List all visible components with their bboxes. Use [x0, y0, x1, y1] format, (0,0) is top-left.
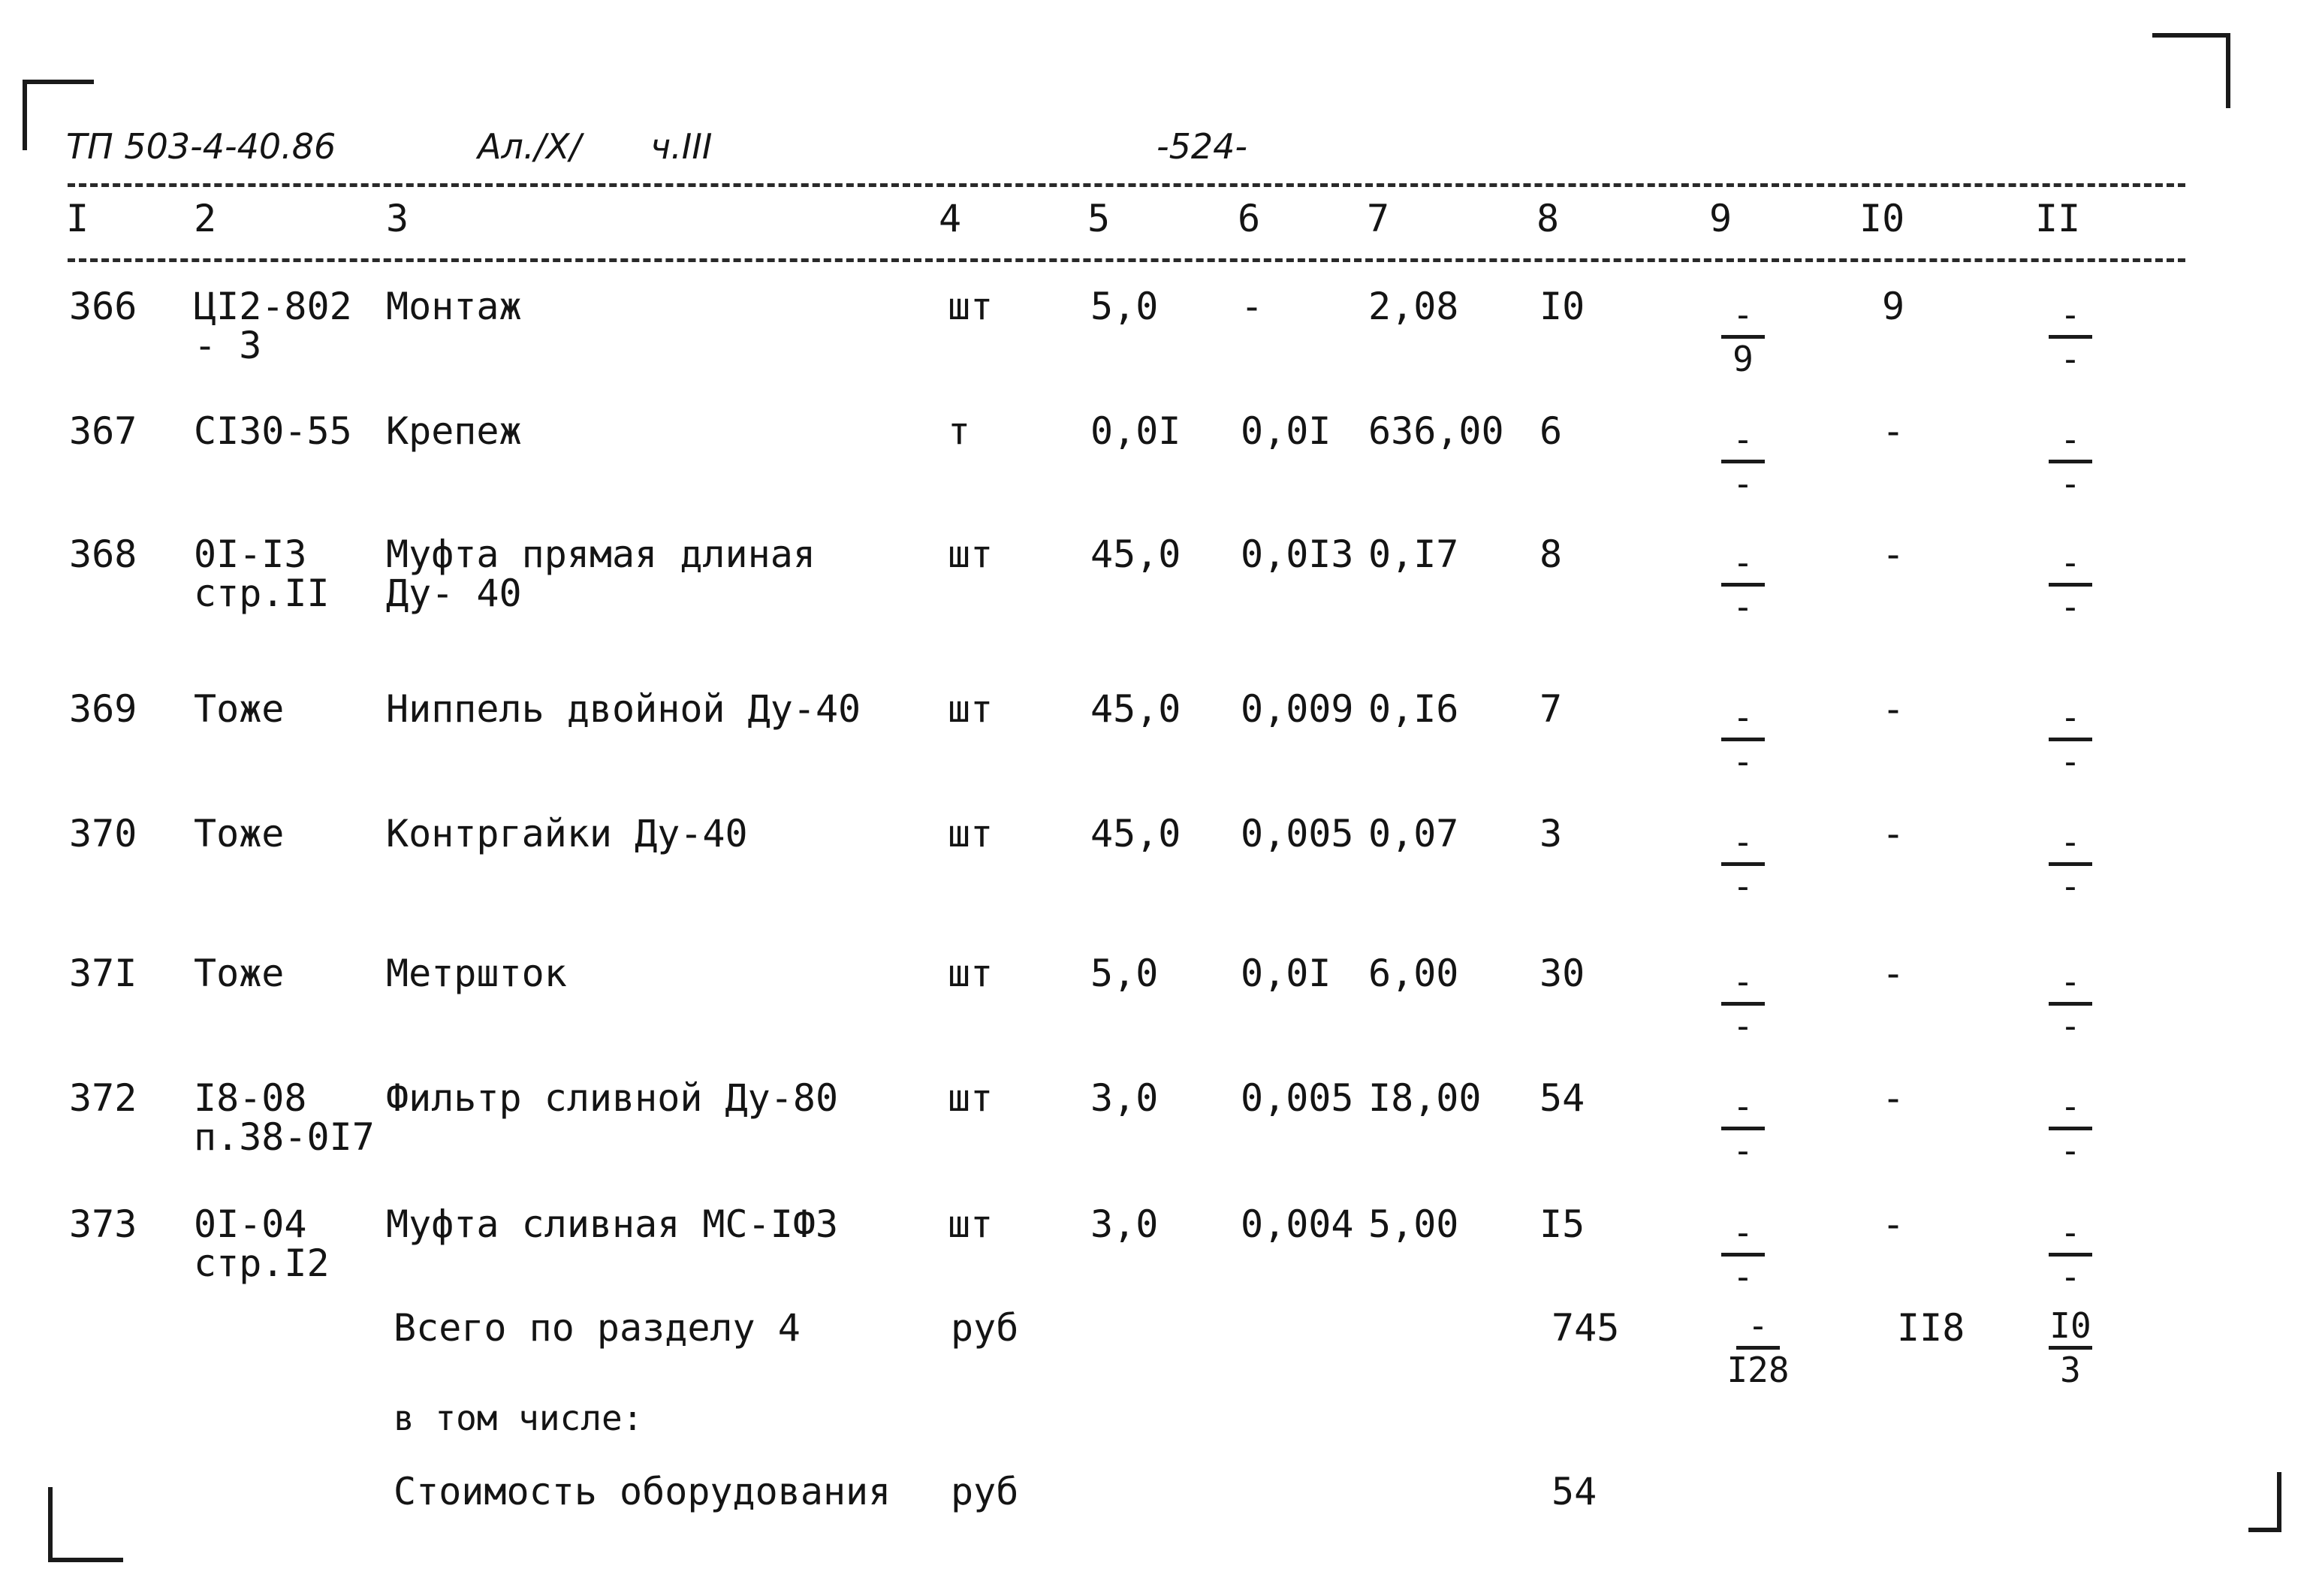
row-col5: 5,0 [1090, 952, 1159, 995]
total-unit: руб [951, 1306, 1019, 1350]
row-col8: I0 [1540, 285, 1585, 328]
total-col9-top: - [1748, 1305, 1769, 1346]
total-col10: II8 [1897, 1306, 1965, 1350]
total-cost: 745 [1552, 1306, 1620, 1350]
column-header: 7 [1367, 197, 1390, 240]
row-code: 0I-04 стр.I2 [194, 1202, 330, 1285]
row-name: Крепеж [386, 409, 522, 453]
row-name: Ниппель двойной Ду-40 [386, 687, 861, 731]
row-col5: 3,0 [1090, 1202, 1159, 1246]
row-number: 368 [69, 533, 137, 576]
row-col6: 0,0I [1241, 952, 1331, 995]
fraction-bottom: - [2060, 1257, 2081, 1297]
equipment-label: Стоимость оборудования [394, 1470, 891, 1513]
total-col11-fraction [2037, 1307, 2104, 1389]
row-col11-fraction [2037, 1088, 2104, 1169]
row-name: Муфта сливная МС-IФ3 [386, 1202, 839, 1246]
fraction-top: - [1733, 1212, 1754, 1253]
row-col11-fraction [2037, 1214, 2104, 1296]
corner-mark-bottom-right [2248, 1528, 2281, 1532]
row-number: 370 [69, 812, 137, 855]
row-col10: - [1882, 533, 1905, 576]
fraction-bottom: - [1733, 1130, 1754, 1171]
total-col9-bottom: I28 [1726, 1350, 1790, 1390]
row-col9-fraction [1709, 1214, 1777, 1296]
row-col10: - [1882, 1076, 1905, 1120]
column-header: I0 [1859, 197, 1905, 240]
row-col7: 0,I6 [1368, 687, 1459, 731]
total-col9-fraction [1724, 1307, 1792, 1389]
column-header: 4 [939, 197, 962, 240]
row-col10: - [1882, 952, 1905, 995]
fraction-bottom: - [2060, 1130, 2081, 1171]
corner-mark-top-left [23, 80, 94, 84]
equipment-cost: 54 [1552, 1470, 1597, 1513]
row-name: Муфта прямая длиная Ду- 40 [386, 533, 816, 615]
row-col11-fraction [2037, 823, 2104, 905]
row-code: Тоже [194, 687, 285, 731]
row-col10: - [1882, 687, 1905, 731]
column-header: 6 [1238, 197, 1261, 240]
row-name: Фильтр сливной Ду-80 [386, 1076, 839, 1120]
total-col11-top: I0 [2049, 1305, 2091, 1346]
equipment-unit: руб [951, 1470, 1019, 1513]
row-col9-fraction [1709, 421, 1777, 502]
fraction-bottom: - [1733, 741, 1754, 782]
row-col10: 9 [1882, 285, 1905, 328]
part-label: ч.III [650, 126, 713, 167]
column-header: 9 [1709, 197, 1733, 240]
page-number: -524- [1157, 126, 1247, 167]
row-unit: шт [948, 952, 994, 995]
row-code: CI30-55 [194, 409, 352, 453]
row-name: Монтаж [386, 285, 522, 328]
row-code: I8-08 п.38-0I7 [194, 1076, 375, 1159]
row-col10: - [1882, 812, 1905, 855]
corner-mark-top-left [23, 81, 27, 150]
row-unit: шт [948, 285, 994, 328]
row-unit: шт [948, 812, 994, 855]
total-label: Всего по разделу 4 [394, 1306, 801, 1350]
row-number: 37I [69, 952, 137, 995]
row-col7: 5,00 [1368, 1202, 1459, 1246]
row-col9-fraction [1709, 698, 1777, 780]
doc-number: ТП 503-4-40.86 [66, 126, 336, 167]
fraction-bottom: - [1733, 1006, 1754, 1046]
row-code: 0I-I3 стр.II [194, 533, 330, 615]
row-col5: 45,0 [1090, 687, 1181, 731]
row-col7: 636,00 [1368, 409, 1504, 453]
column-header: I [66, 197, 89, 240]
column-header-divider [68, 258, 2185, 262]
fraction-bottom: - [2060, 587, 2081, 627]
row-number: 367 [69, 409, 137, 453]
row-unit: шт [948, 533, 994, 576]
row-col9-fraction [1709, 1088, 1777, 1169]
row-col9-fraction [1709, 823, 1777, 905]
row-unit: шт [948, 1076, 994, 1120]
fraction-bottom: - [1733, 866, 1754, 907]
row-number: 369 [69, 687, 137, 731]
header-divider [68, 183, 2185, 187]
column-header: II [2035, 197, 2081, 240]
column-header: 3 [386, 197, 409, 240]
fraction-top: - [1733, 419, 1754, 460]
row-col8: 6 [1540, 409, 1563, 453]
row-col6: 0,005 [1241, 812, 1354, 855]
row-col6: 0,004 [1241, 1202, 1354, 1246]
fraction-top: - [1733, 822, 1754, 862]
fraction-bottom: - [1733, 1257, 1754, 1297]
row-col5: 5,0 [1090, 285, 1159, 328]
corner-mark-bottom-left [48, 1487, 53, 1562]
row-number: 372 [69, 1076, 137, 1120]
row-number: 366 [69, 285, 137, 328]
album-label: Ал./Х/ [478, 126, 581, 167]
fraction-bottom: - [2060, 339, 2081, 379]
row-unit: шт [948, 1202, 994, 1246]
column-header: 8 [1536, 197, 1560, 240]
row-code: Тоже [194, 952, 285, 995]
row-number: 373 [69, 1202, 137, 1246]
fraction-top: - [1733, 294, 1754, 335]
including-label: в том числе: [394, 1398, 644, 1438]
fraction-top: - [2060, 1086, 2081, 1127]
row-col6: 0,0I3 [1241, 533, 1354, 576]
fraction-bottom: - [1733, 587, 1754, 627]
row-col11-fraction [2037, 544, 2104, 626]
fraction-bottom: - [1733, 463, 1754, 504]
row-col11-fraction [2037, 296, 2104, 378]
fraction-top: - [1733, 542, 1754, 583]
corner-mark-bottom-right [2277, 1472, 2281, 1532]
row-col7: 2,08 [1368, 285, 1459, 328]
fraction-bottom: 9 [1733, 339, 1754, 379]
fraction-top: - [2060, 961, 2081, 1002]
row-unit: т [948, 409, 971, 453]
row-name: Метршток [386, 952, 567, 995]
fraction-top: - [2060, 542, 2081, 583]
fraction-top: - [1733, 697, 1754, 738]
row-name: Контргайки Ду-40 [386, 812, 748, 855]
corner-mark-top-right [2152, 33, 2230, 38]
row-col11-fraction [2037, 698, 2104, 780]
fraction-bottom: - [2060, 866, 2081, 907]
fraction-top: - [2060, 1212, 2081, 1253]
row-col9-fraction [1709, 296, 1777, 378]
row-col5: 0,0I [1090, 409, 1181, 453]
fraction-top: - [2060, 697, 2081, 738]
row-unit: шт [948, 687, 994, 731]
row-col6: 0,005 [1241, 1076, 1354, 1120]
row-col8: I5 [1540, 1202, 1585, 1246]
row-col7: 0,I7 [1368, 533, 1459, 576]
row-col9-fraction [1709, 544, 1777, 626]
fraction-top: - [1733, 961, 1754, 1002]
row-col10: - [1882, 409, 1905, 453]
row-col6: - [1241, 285, 1264, 328]
row-col9-fraction [1709, 963, 1777, 1045]
total-col11-bottom: 3 [2060, 1350, 2081, 1390]
fraction-top: - [2060, 419, 2081, 460]
row-col11-fraction [2037, 421, 2104, 502]
row-col8: 8 [1540, 533, 1563, 576]
fraction-top: - [1733, 1086, 1754, 1127]
row-code: Тоже [194, 812, 285, 855]
row-col5: 45,0 [1090, 812, 1181, 855]
row-col7: 0,07 [1368, 812, 1459, 855]
corner-mark-bottom-left [48, 1558, 123, 1562]
row-col5: 45,0 [1090, 533, 1181, 576]
column-header: 2 [194, 197, 217, 240]
row-col8: 30 [1540, 952, 1585, 995]
row-col11-fraction [2037, 963, 2104, 1045]
row-col8: 3 [1540, 812, 1563, 855]
column-header: 5 [1087, 197, 1111, 240]
row-col8: 54 [1540, 1076, 1585, 1120]
fraction-bottom: - [2060, 741, 2081, 782]
row-col10: - [1882, 1202, 1905, 1246]
row-col6: 0,0I [1241, 409, 1331, 453]
row-col5: 3,0 [1090, 1076, 1159, 1120]
row-code: ЦI2-802 - 3 [194, 285, 352, 367]
fraction-top: - [2060, 294, 2081, 335]
fraction-bottom: - [2060, 1006, 2081, 1046]
fraction-bottom: - [2060, 463, 2081, 504]
corner-mark-top-right [2226, 33, 2230, 108]
row-col7: I8,00 [1368, 1076, 1482, 1120]
row-col8: 7 [1540, 687, 1563, 731]
row-col6: 0,009 [1241, 687, 1354, 731]
fraction-top: - [2060, 822, 2081, 862]
row-col7: 6,00 [1368, 952, 1459, 995]
